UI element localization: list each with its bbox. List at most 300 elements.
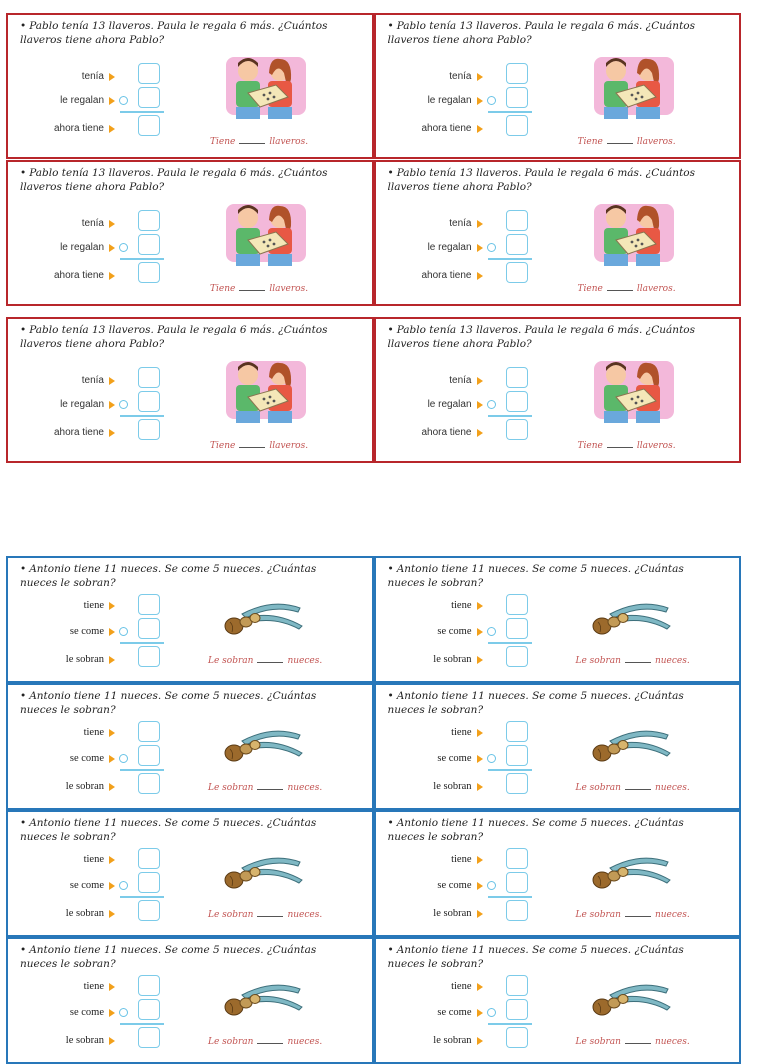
answer-prefix: Le sobran xyxy=(208,910,254,920)
answer-box-3[interactable] xyxy=(138,419,160,440)
answer-box-1[interactable] xyxy=(506,210,528,231)
arrow-icon xyxy=(109,983,115,991)
answer-sentence xyxy=(208,783,322,793)
row-label: le sobran xyxy=(433,781,472,792)
walnuts-and-nutcracker-illustration xyxy=(590,723,672,767)
bullet: • xyxy=(20,324,27,336)
answer-box-2[interactable] xyxy=(138,391,160,412)
answer-sentence xyxy=(578,284,676,294)
row-label: se come xyxy=(437,1007,472,1018)
row-ahora xyxy=(28,123,146,134)
answer-sentence xyxy=(576,783,690,793)
row-label: ahora tiene xyxy=(53,427,104,438)
arrow-icon xyxy=(477,125,483,133)
sum-line xyxy=(488,258,532,260)
arrow-icon xyxy=(477,856,483,864)
row-label: se come xyxy=(69,753,104,764)
llaveros-card xyxy=(6,13,374,159)
operation-circle[interactable] xyxy=(487,400,496,409)
problem-text xyxy=(388,689,718,717)
answer-box-2[interactable] xyxy=(506,234,528,255)
operation-circle[interactable] xyxy=(119,243,128,252)
children-sharing-box-illustration xyxy=(586,51,678,123)
answer-box-1[interactable] xyxy=(138,594,160,615)
operation-circle[interactable] xyxy=(119,627,128,636)
answer-blank[interactable] xyxy=(607,143,633,144)
answer-box-2[interactable] xyxy=(138,618,160,639)
row-le-sobran xyxy=(28,654,146,665)
answer-box-1[interactable] xyxy=(138,367,160,388)
sum-line xyxy=(488,769,532,771)
answer-sentence xyxy=(208,910,322,920)
problem-statement: Antonio tiene 11 nueces. Se come 5 nueces. ¿Cuántas nueces le sobran? xyxy=(20,563,317,589)
row-label: le sobran xyxy=(65,654,104,665)
arrow-icon xyxy=(477,272,483,280)
blue-worksheet xyxy=(6,556,741,1047)
row-label: le sobran xyxy=(65,1035,104,1046)
answer-box-2[interactable] xyxy=(506,618,528,639)
bullet: • xyxy=(20,563,27,575)
sum-line xyxy=(488,1023,532,1025)
answer-prefix: Tiene xyxy=(210,284,236,294)
answer-box-3[interactable] xyxy=(506,1027,528,1048)
answer-box-3[interactable] xyxy=(506,115,528,136)
arrow-icon xyxy=(477,73,483,81)
row-le-sobran xyxy=(396,781,514,792)
answer-box-2[interactable] xyxy=(138,234,160,255)
problem-statement: Pablo tenía 13 llaveros. Paula le regala 6 más. ¿Cuántos llaveros tiene ahora Pablo? xyxy=(387,20,695,46)
answer-blank[interactable] xyxy=(607,290,633,291)
row-label: le sobran xyxy=(433,654,472,665)
walnuts-and-nutcracker-illustration xyxy=(222,850,304,894)
row-label: tenía xyxy=(449,71,472,82)
arrow-icon xyxy=(477,656,483,664)
problem-statement: Antonio tiene 11 nueces. Se come 5 nueces. ¿Cuántas nueces le sobran? xyxy=(387,944,684,970)
answer-blank[interactable] xyxy=(257,662,283,663)
row-tiene xyxy=(396,600,514,611)
arrow-icon xyxy=(109,220,115,228)
answer-prefix: Le sobran xyxy=(575,783,621,793)
row-tenia xyxy=(28,218,146,229)
nueces-card xyxy=(374,937,742,1064)
operation-circle[interactable] xyxy=(487,754,496,763)
bullet: • xyxy=(20,944,27,956)
row-label: le regalan xyxy=(427,242,472,253)
answer-box-1[interactable] xyxy=(138,848,160,869)
row-label: se come xyxy=(437,753,472,764)
nueces-card xyxy=(374,810,742,937)
walnuts-and-nutcracker-illustration xyxy=(222,596,304,640)
problem-statement: Pablo tenía 13 llaveros. Paula le regala 6 más. ¿Cuántos llaveros tiene ahora Pablo? xyxy=(20,20,328,46)
bullet: • xyxy=(387,324,394,336)
arrow-icon xyxy=(109,783,115,791)
nueces-card xyxy=(6,810,374,937)
answer-suffix: nueces. xyxy=(654,656,690,666)
operation-circle[interactable] xyxy=(119,96,128,105)
arrow-icon xyxy=(477,882,483,890)
problem-statement: Antonio tiene 11 nueces. Se come 5 nueces. ¿Cuántas nueces le sobran? xyxy=(387,690,684,716)
answer-sentence xyxy=(208,1037,322,1047)
answer-box-2[interactable] xyxy=(506,391,528,412)
row-label: le sobran xyxy=(433,1035,472,1046)
answer-box-1[interactable] xyxy=(138,210,160,231)
arrow-icon xyxy=(109,73,115,81)
row-label: le regalan xyxy=(427,95,472,106)
row-se-come xyxy=(28,880,146,891)
answer-sentence xyxy=(210,284,308,294)
answer-box-3[interactable] xyxy=(138,646,160,667)
bullet: • xyxy=(387,817,394,829)
operation-circle[interactable] xyxy=(487,96,496,105)
arrow-icon xyxy=(477,729,483,737)
bullet: • xyxy=(387,563,394,575)
nueces-card xyxy=(6,556,374,683)
row-tenia xyxy=(396,375,514,386)
answer-blank[interactable] xyxy=(257,916,283,917)
problem-text xyxy=(20,323,350,351)
sum-line xyxy=(120,896,164,898)
answer-box-2[interactable] xyxy=(138,872,160,893)
sum-line xyxy=(488,896,532,898)
answer-sentence xyxy=(210,137,308,147)
answer-prefix: Le sobran xyxy=(575,656,621,666)
row-tiene xyxy=(28,854,146,865)
arrow-icon xyxy=(477,377,483,385)
arrow-icon xyxy=(477,429,483,437)
sum-line xyxy=(120,1023,164,1025)
row-se-come xyxy=(396,753,514,764)
bullet: • xyxy=(387,944,394,956)
answer-blank[interactable] xyxy=(239,447,265,448)
answer-blank[interactable] xyxy=(625,789,651,790)
row-label: tenía xyxy=(81,375,104,386)
arrow-icon xyxy=(477,983,483,991)
arrow-icon xyxy=(109,1009,115,1017)
answer-box-1[interactable] xyxy=(506,848,528,869)
arrow-icon xyxy=(109,729,115,737)
arrow-icon xyxy=(477,244,483,252)
answer-box-3[interactable] xyxy=(138,900,160,921)
answer-suffix: llaveros. xyxy=(636,137,676,147)
llaveros-card xyxy=(374,13,742,159)
row-ahora xyxy=(28,270,146,281)
row-label: tiene xyxy=(451,854,472,865)
answer-box-1[interactable] xyxy=(506,594,528,615)
answer-box-2[interactable] xyxy=(138,999,160,1020)
answer-prefix: Tiene xyxy=(210,441,236,451)
sum-line xyxy=(120,642,164,644)
answer-blank[interactable] xyxy=(239,290,265,291)
row-label: le regalan xyxy=(60,242,104,253)
answer-prefix: Le sobran xyxy=(208,783,254,793)
row-regalan xyxy=(396,95,514,106)
row-le-sobran xyxy=(396,908,514,919)
answer-box-3[interactable] xyxy=(138,1027,160,1048)
answer-box-2[interactable] xyxy=(138,87,160,108)
arrow-icon xyxy=(109,97,115,105)
children-sharing-box-illustration xyxy=(218,355,310,427)
problem-text xyxy=(388,816,718,844)
arrow-icon xyxy=(477,602,483,610)
arrow-icon xyxy=(477,755,483,763)
answer-prefix: Le sobran xyxy=(208,656,254,666)
arrow-icon xyxy=(109,656,115,664)
problem-text xyxy=(388,943,718,971)
nueces-card xyxy=(374,683,742,810)
problem-text xyxy=(388,562,718,590)
answer-blank[interactable] xyxy=(257,1043,283,1044)
problem-text xyxy=(20,166,350,194)
nueces-card xyxy=(6,937,374,1064)
bullet: • xyxy=(387,167,394,179)
answer-prefix: Le sobran xyxy=(575,910,621,920)
answer-box-3[interactable] xyxy=(138,773,160,794)
answer-blank[interactable] xyxy=(607,447,633,448)
bullet: • xyxy=(387,690,394,702)
answer-box-2[interactable] xyxy=(506,87,528,108)
answer-suffix: llaveros. xyxy=(636,284,676,294)
answer-prefix: Le sobran xyxy=(208,1037,254,1047)
answer-box-1[interactable] xyxy=(506,975,528,996)
children-sharing-box-illustration xyxy=(586,355,678,427)
answer-sentence xyxy=(578,137,676,147)
problem-statement: Pablo tenía 13 llaveros. Paula le regala 6 más. ¿Cuántos llaveros tiene ahora Pablo? xyxy=(20,324,328,350)
bullet: • xyxy=(387,20,394,32)
row-label: tenía xyxy=(81,71,104,82)
answer-sentence xyxy=(576,910,690,920)
arrow-icon xyxy=(109,628,115,636)
sum-line xyxy=(488,415,532,417)
answer-sentence xyxy=(576,656,690,666)
problem-statement: Antonio tiene 11 nueces. Se come 5 nueces. ¿Cuántas nueces le sobran? xyxy=(387,817,684,843)
answer-box-3[interactable] xyxy=(138,262,160,283)
row-ahora xyxy=(28,427,146,438)
row-regalan xyxy=(28,399,146,410)
row-regalan xyxy=(396,242,514,253)
answer-box-3[interactable] xyxy=(506,419,528,440)
answer-box-2[interactable] xyxy=(506,872,528,893)
operation-circle[interactable] xyxy=(487,881,496,890)
answer-sentence xyxy=(576,1037,690,1047)
row-regalan xyxy=(28,95,146,106)
operation-circle[interactable] xyxy=(119,1008,128,1017)
answer-suffix: nueces. xyxy=(654,1037,690,1047)
answer-blank[interactable] xyxy=(625,662,651,663)
llaveros-card xyxy=(374,317,742,463)
answer-suffix: nueces. xyxy=(287,656,323,666)
row-le-sobran xyxy=(28,1035,146,1046)
row-regalan xyxy=(396,399,514,410)
bullet: • xyxy=(20,167,27,179)
row-se-come xyxy=(396,880,514,891)
row-ahora xyxy=(396,123,514,134)
row-label: le sobran xyxy=(65,908,104,919)
arrow-icon xyxy=(477,220,483,228)
row-tenia xyxy=(396,71,514,82)
operation-circle[interactable] xyxy=(487,243,496,252)
problem-text xyxy=(20,562,350,590)
nueces-card xyxy=(374,556,742,683)
llaveros-card xyxy=(6,317,374,463)
arrow-icon xyxy=(477,910,483,918)
answer-box-3[interactable] xyxy=(138,115,160,136)
answer-suffix: llaveros. xyxy=(636,441,676,451)
problem-statement: Pablo tenía 13 llaveros. Paula le regala 6 más. ¿Cuántos llaveros tiene ahora Pablo? xyxy=(387,167,695,193)
row-tenia xyxy=(396,218,514,229)
problem-text xyxy=(388,19,718,47)
operation-circle[interactable] xyxy=(487,1008,496,1017)
row-regalan xyxy=(28,242,146,253)
llaveros-card xyxy=(6,160,374,306)
answer-suffix: nueces. xyxy=(654,783,690,793)
problem-text xyxy=(388,323,718,351)
row-label: tiene xyxy=(451,600,472,611)
answer-box-1[interactable] xyxy=(138,63,160,84)
arrow-icon xyxy=(109,125,115,133)
arrow-icon xyxy=(477,783,483,791)
row-se-come xyxy=(28,1007,146,1018)
problem-text xyxy=(388,166,718,194)
problem-statement: Antonio tiene 11 nueces. Se come 5 nueces. ¿Cuántas nueces le sobran? xyxy=(20,944,317,970)
row-ahora xyxy=(396,427,514,438)
row-label: se come xyxy=(69,880,104,891)
row-tiene xyxy=(396,981,514,992)
answer-box-1[interactable] xyxy=(138,721,160,742)
row-tenia xyxy=(28,71,146,82)
walnuts-and-nutcracker-illustration xyxy=(590,850,672,894)
answer-suffix: nueces. xyxy=(287,910,323,920)
answer-box-1[interactable] xyxy=(506,367,528,388)
answer-suffix: llaveros. xyxy=(269,137,309,147)
row-label: tiene xyxy=(451,981,472,992)
row-ahora xyxy=(396,270,514,281)
arrow-icon xyxy=(477,1037,483,1045)
arrow-icon xyxy=(109,272,115,280)
children-sharing-box-illustration xyxy=(586,198,678,270)
sum-line xyxy=(120,111,164,113)
answer-prefix: Tiene xyxy=(210,137,236,147)
row-tiene xyxy=(28,600,146,611)
answer-prefix: Le sobran xyxy=(575,1037,621,1047)
arrow-icon xyxy=(109,856,115,864)
operation-circle[interactable] xyxy=(119,881,128,890)
operation-circle[interactable] xyxy=(119,400,128,409)
sum-line xyxy=(120,769,164,771)
row-tenia xyxy=(28,375,146,386)
answer-prefix: Tiene xyxy=(577,441,603,451)
row-label: tenía xyxy=(81,218,104,229)
answer-box-3[interactable] xyxy=(506,646,528,667)
row-label: le regalan xyxy=(427,399,472,410)
row-se-come xyxy=(396,1007,514,1018)
arrow-icon xyxy=(109,602,115,610)
answer-blank[interactable] xyxy=(239,143,265,144)
bullet: • xyxy=(20,817,27,829)
row-label: tiene xyxy=(83,600,104,611)
answer-blank[interactable] xyxy=(257,789,283,790)
row-label: le sobran xyxy=(65,781,104,792)
row-label: ahora tiene xyxy=(53,270,104,281)
row-label: se come xyxy=(437,626,472,637)
row-tiene xyxy=(28,981,146,992)
arrow-icon xyxy=(477,1009,483,1017)
answer-box-1[interactable] xyxy=(138,975,160,996)
problem-statement: Antonio tiene 11 nueces. Se come 5 nueces. ¿Cuántas nueces le sobran? xyxy=(387,563,684,589)
answer-box-3[interactable] xyxy=(506,262,528,283)
bullet: • xyxy=(20,690,27,702)
sum-line xyxy=(488,642,532,644)
answer-blank[interactable] xyxy=(625,916,651,917)
answer-box-1[interactable] xyxy=(506,63,528,84)
row-label: tiene xyxy=(83,981,104,992)
row-label: tenía xyxy=(449,218,472,229)
walnuts-and-nutcracker-illustration xyxy=(590,977,672,1021)
problem-text xyxy=(20,816,350,844)
answer-suffix: nueces. xyxy=(654,910,690,920)
walnuts-and-nutcracker-illustration xyxy=(222,723,304,767)
problem-statement: Pablo tenía 13 llaveros. Paula le regala 6 más. ¿Cuántos llaveros tiene ahora Pablo? xyxy=(20,167,328,193)
answer-prefix: Tiene xyxy=(577,137,603,147)
arrow-icon xyxy=(109,755,115,763)
row-tiene xyxy=(28,727,146,738)
problem-statement: Antonio tiene 11 nueces. Se come 5 nueces. ¿Cuántas nueces le sobran? xyxy=(20,817,317,843)
arrow-icon xyxy=(477,97,483,105)
row-se-come xyxy=(28,626,146,637)
answer-box-2[interactable] xyxy=(506,999,528,1020)
problem-statement: Antonio tiene 11 nueces. Se come 5 nueces. ¿Cuántas nueces le sobran? xyxy=(20,690,317,716)
row-label: se come xyxy=(69,626,104,637)
row-label: ahora tiene xyxy=(53,123,104,134)
row-label: le sobran xyxy=(433,908,472,919)
answer-prefix: Tiene xyxy=(577,284,603,294)
problem-text xyxy=(20,689,350,717)
sum-line xyxy=(120,258,164,260)
arrow-icon xyxy=(109,401,115,409)
row-label: le regalan xyxy=(60,399,104,410)
answer-sentence xyxy=(578,441,676,451)
red-worksheet xyxy=(6,13,741,464)
row-label: tiene xyxy=(83,727,104,738)
answer-suffix: nueces. xyxy=(287,783,323,793)
answer-suffix: llaveros. xyxy=(269,441,309,451)
row-label: ahora tiene xyxy=(421,427,472,438)
arrow-icon xyxy=(477,628,483,636)
operation-circle[interactable] xyxy=(487,627,496,636)
row-label: tiene xyxy=(83,854,104,865)
llaveros-card xyxy=(374,160,742,306)
arrow-icon xyxy=(109,429,115,437)
row-label: se come xyxy=(69,1007,104,1018)
answer-box-3[interactable] xyxy=(506,773,528,794)
answer-suffix: llaveros. xyxy=(269,284,309,294)
answer-box-2[interactable] xyxy=(138,745,160,766)
operation-circle[interactable] xyxy=(119,754,128,763)
answer-box-2[interactable] xyxy=(506,745,528,766)
row-le-sobran xyxy=(396,1035,514,1046)
answer-box-3[interactable] xyxy=(506,900,528,921)
row-label: tenía xyxy=(449,375,472,386)
arrow-icon xyxy=(109,910,115,918)
answer-blank[interactable] xyxy=(625,1043,651,1044)
row-le-sobran xyxy=(396,654,514,665)
children-sharing-box-illustration xyxy=(218,198,310,270)
row-le-sobran xyxy=(28,781,146,792)
arrow-icon xyxy=(109,1037,115,1045)
answer-box-1[interactable] xyxy=(506,721,528,742)
row-tiene xyxy=(396,854,514,865)
sum-line xyxy=(120,415,164,417)
arrow-icon xyxy=(109,244,115,252)
